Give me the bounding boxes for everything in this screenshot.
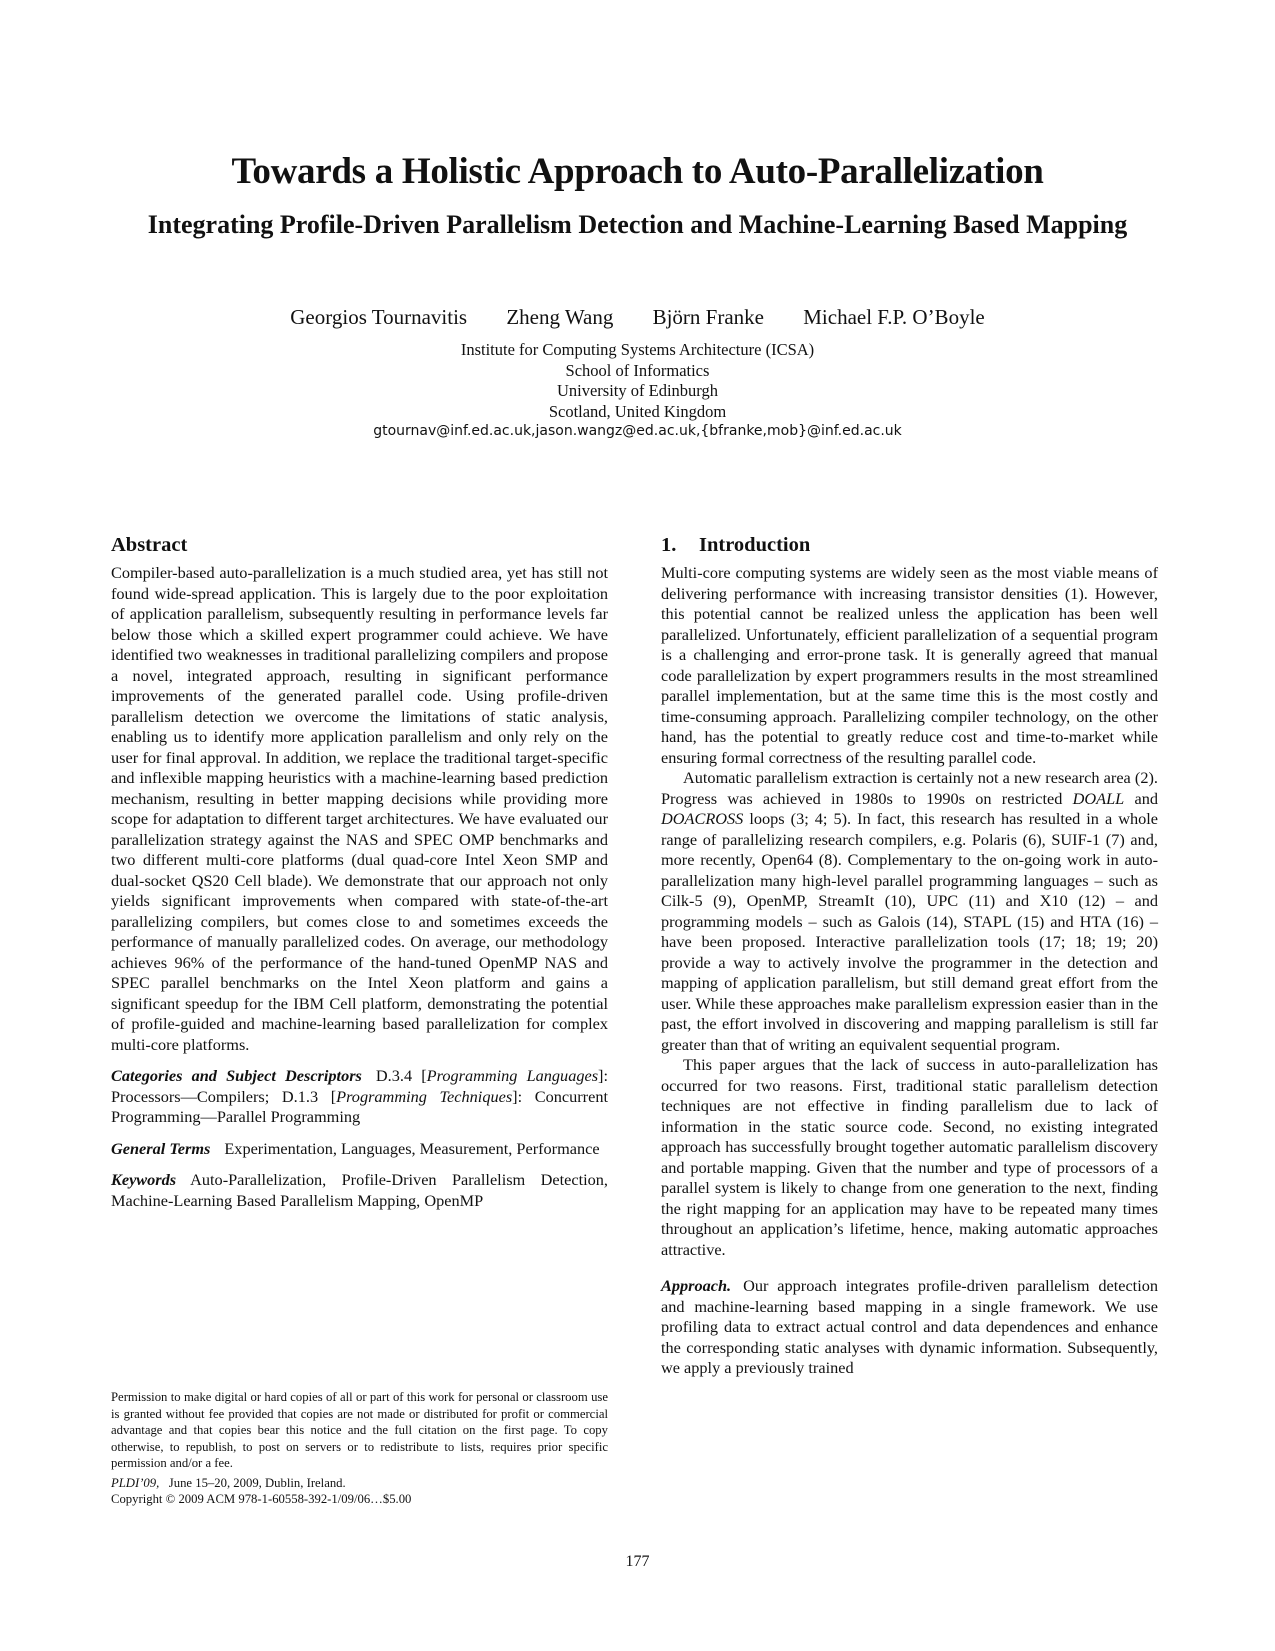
left-column <box>111 533 608 1211</box>
author: Björn Franke <box>652 305 764 329</box>
approach-text: Our approach integrates profile-driven parallelism detection and machine-learning based mapping in a single framework. We use profiling data to extract actual control and data dependences and enhance the corresponding static analyses with dynamic information. Subsequently, we apply a previously trained <box>661 1276 1158 1377</box>
keywords-label: Keywords <box>111 1170 177 1189</box>
section-number: 1. <box>661 534 677 556</box>
author-list <box>0 305 1275 330</box>
paper-title: Towards a Holistic Approach to Auto-Parallelization <box>231 151 1044 192</box>
term-doacross: DOACROSS <box>661 809 744 828</box>
copyright-line: Copyright © 2009 ACM 978-1-60558-392-1/09/06…$5.00 <box>111 1492 412 1506</box>
affiliation-line: Institute for Computing Systems Architecture (ICSA) <box>460 340 815 359</box>
author: Zheng Wang <box>506 305 614 329</box>
abstract-heading: Abstract <box>111 534 188 556</box>
categories-label: Categories and Subject Descriptors <box>111 1066 362 1085</box>
intro-paragraph-2 <box>661 768 1158 1055</box>
paragraph-text: loops (3; 4; 5). In fact, this research has resulted in a whole range of parallelizing research compilers, e.g. Polaris (6), SUIF-1 (7) and, more recently, Open64 (8). Complementary to the on-going work in auto-parallelization many high-level parallel programming languages – such as Cilk-5 (9), OpenMP, StreamIt (10), UPC (11) and X10 (12) – and programming models – such as Galois (14), STAPL (15) and HTA (16) – have been proposed. Interactive parallelization tools (17; 18; 19; 20) provide a way to actively involve the programmer in the detection and mapping of application parallelism, but still demand great effort from the user. While these approaches make parallelism expression easier than in the past, the effort involved in discovering and mapping parallelism is still far greater than that of writing an equivalent sequential program. <box>661 809 1158 1054</box>
affiliation-line: University of Edinburgh <box>556 381 718 400</box>
general-terms <box>111 1139 608 1160</box>
affiliation <box>0 340 1275 422</box>
affiliation-line: School of Informatics <box>565 360 710 380</box>
intro-paragraph-1: Multi-core computing systems are widely seen as the most viable means of delivering performance with increasing transistor densities (1). However, this potential cannot be realized unless the application has been well parallelized. Unfortunately, efficient parallelization of a sequential program is a challenging and error-prone task. It is generally agreed that manual code parallelization by expert programmers results in the most streamlined parallel implementation, but at the same time this is the most costly and time-consuming approach. Parallelizing compiler technology, on the other hand, has the potential to greatly reduce cost and time-to-market while ensuring formal correctness of the resulting parallel code. <box>661 563 1158 767</box>
conference-name: PLDI’09, <box>111 1475 160 1490</box>
page-number: 177 <box>625 1553 650 1570</box>
categories-text: D.3.4 [ <box>375 1066 427 1085</box>
term-doall: DOALL <box>1072 788 1125 808</box>
author: Georgios Tournavitis <box>290 305 468 329</box>
conference-line <box>111 1475 608 1492</box>
categories-text: ]: Processors—Compilers; D.1.3 [ <box>111 1066 608 1106</box>
paragraph-text: Automatic parallelism extraction is certainly not a new research area (2). Progress was achieved in 1980s to 1990s on restricted <box>661 768 1158 808</box>
keywords <box>111 1170 608 1211</box>
author-emails: gtournav@inf.ed.ac.uk,jason.wangz@ed.ac.uk,{bfranke,mob}@inf.ed.ac.uk <box>373 423 902 439</box>
section-title: Introduction <box>699 534 811 556</box>
conference-details: June 15–20, 2009, Dublin, Ireland. <box>168 1475 346 1490</box>
keywords-text: Auto-Parallelization, Profile-Driven Parallelism Detection, Machine-Learning Based Parallelism Mapping, OpenMP <box>111 1170 608 1210</box>
introduction-heading <box>661 533 1158 557</box>
affiliation-line: Scotland, United Kingdom <box>548 401 727 421</box>
paragraph-text: and <box>1124 788 1159 808</box>
copyright-footnote <box>111 1389 608 1508</box>
categories-italic: Programming Techniques <box>336 1086 513 1106</box>
categories-text: ]: Concurrent Programming—Parallel Programming <box>111 1086 608 1126</box>
general-terms-label: General Terms <box>111 1138 211 1158</box>
paper-subtitle: Integrating Profile-Driven Parallelism Detection and Machine-Learning Based Mapping <box>147 210 1128 239</box>
categories-descriptors <box>111 1066 608 1128</box>
general-terms-text: Experimentation, Languages, Measurement, Performance <box>224 1138 600 1158</box>
approach-label: Approach. <box>661 1276 732 1295</box>
categories-italic: Programming Languages <box>426 1066 599 1085</box>
author: Michael F.P. O’Boyle <box>803 305 985 329</box>
right-column <box>661 533 1158 1379</box>
permission-notice: Permission to make digital or hard copies of all or part of this work for personal or classroom use is granted without fee provided that copies are not made or distributed for profit or commercial advantage and that copies bear this notice and the full citation on the first page. To copy otherwise, to republish, to post on servers or to redistribute to lists, requires prior specific permission and/or a fee. <box>111 1390 608 1470</box>
abstract-text: Compiler-based auto-parallelization is a much studied area, yet has still not found wide-spread application. This is largely due to the poor exploitation of application parallelism, subsequently resulting in performance levels far below those which a skilled expert programmer could achieve. We have identified two weaknesses in traditional parallelizing compilers and propose a novel, integrated approach, resulting in significant performance improvements of the generated parallel code. Using profile-driven parallelism detection we overcome the limitations of static analysis, enabling us to identify more application parallelism and only rely on the user for final approval. In addition, we replace the traditional target-specific and inflexible mapping heuristics with a machine-learning based prediction mechanism, resulting in better mapping decisions while providing more scope for adaptation to different target architectures. We have evaluated our parallelization strategy against the NAS and SPEC OMP benchmarks and two different multi-core platforms (dual quad-core Intel Xeon SMP and dual-socket QS20 Cell blade). We demonstrate that our approach not only yields significant improvements when compared with state-of-the-art parallelizing compilers, but comes close to and sometimes exceeds the performance of manually parallelized codes. On average, our methodology achieves 96% of the performance of the hand-tuned OpenMP NAS and SPEC parallel benchmarks on the Intel Xeon platform and gains a significant speedup for the IBM Cell platform, demonstrating the potential of profile-guided and machine-learning based parallelization for complex multi-core platforms. <box>111 563 608 1054</box>
approach-paragraph <box>661 1276 1158 1379</box>
intro-paragraph-3: This paper argues that the lack of success in auto-parallelization has occurred for two reasons. First, traditional static parallelism detection techniques are not effective in finding parallelism due to lack of information in the static source code. Second, no existing integrated approach has successfully brought together automatic parallelism discovery and portable mapping. Given that the number and type of processors of a parallel system is likely to change from one generation to the next, finding the right mapping for an application may have to be repeated many times throughout an application’s lifetime, hence, making automatic approaches attractive. <box>661 1055 1158 1259</box>
